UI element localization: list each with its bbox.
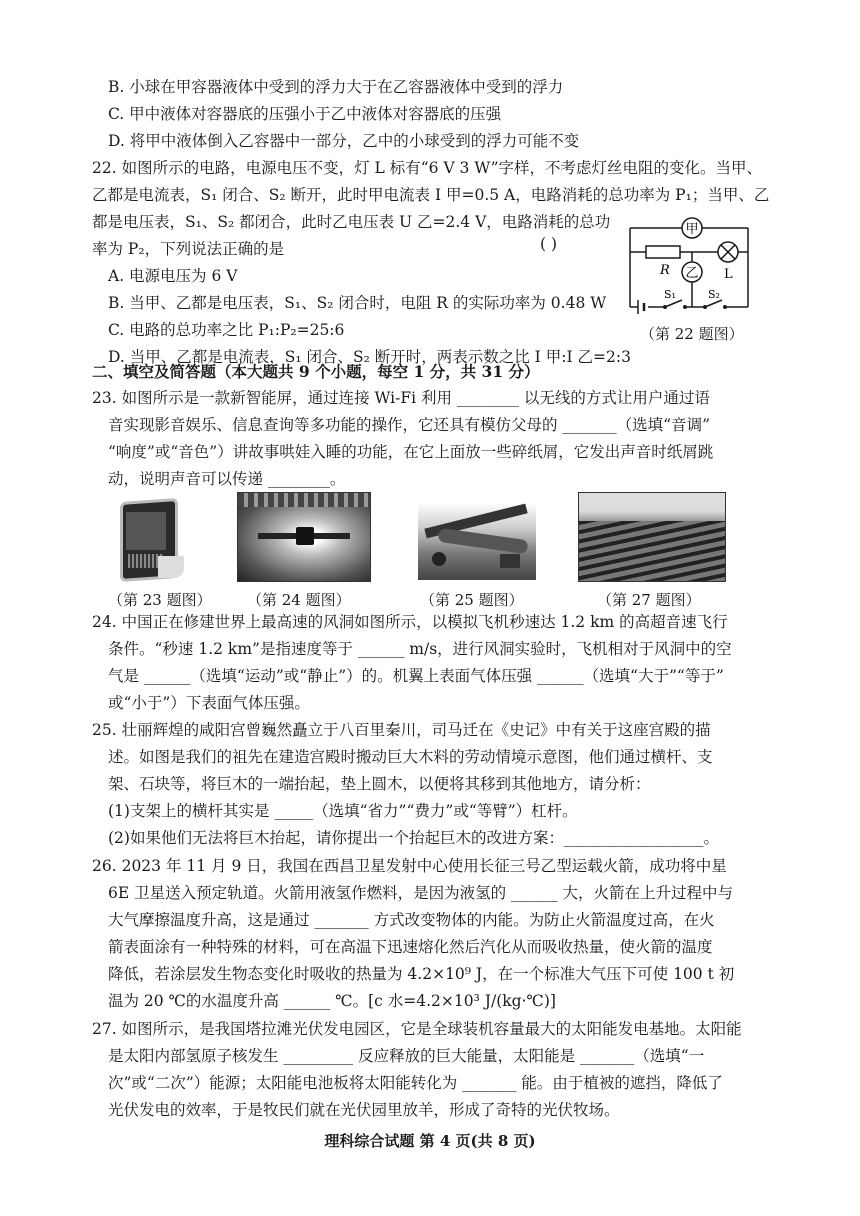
q25-line: 25. 壮丽辉煌的咸阳宫曾巍然矗立于八百里秦川，司马迁在《史记》中有关于这座宫殿的描 (92, 721, 711, 739)
q25-line: 架、石块等，将巨木的一端抬起，垫上圆木，以便将其移到其他地方，请分析： (108, 775, 651, 793)
q24-line: 气是 ______（选填“运动”或“静止”）的。机翼上表面气体压强 ______（选填“大于”“等于” (108, 667, 724, 685)
q22-option-b: B. 当甲、乙都是电压表，S₁、S₂ 闭合时，电阻 R 的实际功率为 0.48 W (108, 294, 607, 312)
q21-option-d: D. 将甲中液体倒入乙容器中一部分，乙中的小球受到的浮力可能不变 (108, 132, 580, 150)
q21-option-c: C. 甲中液体对容器底的压强小于乙中液体对容器底的压强 (108, 105, 502, 123)
timber-moving-illustration (418, 494, 536, 580)
q22-option-d: D. 当甲、乙都是电流表，S₁ 闭合、S₂ 断开时，两表示数之比 I 甲:I 乙=2:3 (108, 348, 631, 366)
q27-line: 27. 如图所示，是我国塔拉滩光伏发电园区，它是全球装机容量最大的太阳能发电基地。太阳能 (92, 1020, 742, 1038)
q22-option-a: A. 电源电压为 6 V (108, 267, 238, 285)
q22-stem-line: 乙都是电流表，S₁ 闭合、S₂ 断开，此时甲电流表 I 甲=0.5 A，电路消耗的总功率为 P₁；当甲、乙 (92, 186, 770, 204)
q27-line: 是太阳内部氢原子核发生 _________ 反应释放的巨大能量，太阳能是 _______（选填“一 (108, 1047, 705, 1065)
switch-s1-label: S₁ (664, 288, 676, 301)
page-footer: 理科综合试题 第 4 页(共 8 页) (324, 1132, 536, 1150)
q27-figure-caption: （第 27 题图） (597, 591, 701, 609)
q26-line: 降低，若涂层发生物态变化时吸收的热量为 4.2×10⁹ J，在一个标准大气压下可使 100 t 初 (108, 965, 735, 983)
q23-figure-caption: （第 23 题图） (108, 591, 212, 609)
smart-screen-image (118, 496, 188, 580)
q24-line: 条件。“秒速 1.2 km”是指速度等于 ______ m/s，进行风洞实验时，飞机相对于风洞中的空 (108, 640, 732, 658)
q23-line: 动，说明声音可以传递 ________。 (108, 470, 346, 488)
q22-stem-line: 22. 如图所示的电路，电源电压不变，灯 L 标有“6 V 3 W”字样，不考虑灯丝电阻的变化。当甲、 (92, 159, 762, 177)
q22-stem-line: 都是电压表，S₁、S₂ 都闭合，此时乙电压表 U 乙=2.4 V，电路消耗的总功 (92, 213, 611, 231)
q23-line: 音实现影音娱乐、信息查询等多功能的操作，它还具有模仿父母的 _______（选填“音调” (108, 416, 711, 434)
q22-circuit-diagram (620, 212, 760, 322)
q26-line: 温为 20 ℃的水温度升高 ______ ℃。[c 水=4.2×10³ J/(kg·℃)] (108, 992, 556, 1010)
q25-line: 述。如图是我们的祖先在建造宫殿时搬动巨大木料的劳动情境示意图，他们通过横杆、支 (108, 748, 713, 766)
switch-s2-label: S₂ (708, 288, 720, 301)
q25-subquestion-1: (1)支架上的横杆其实是 _____（选填“省力”“费力”或“等臂”）杠杆。 (108, 802, 578, 820)
q26-line: 大气摩擦温度升高，这是通过 _______ 方式改变物体的内能。为防止火箭温度过高，在火 (108, 911, 715, 929)
q26-line: 26. 2023 年 11 月 9 日，我国在西昌卫星发射中心使用长征三号乙型运载火箭，成功将中星 (92, 857, 727, 875)
q26-line: 6E 卫星送入预定轨道。火箭用液氢作燃料，是因为液氢的 ______ 大，火箭在上升过程中与 (108, 884, 733, 902)
q22-stem-line: 率为 P₂，下列说法正确的是 (92, 240, 285, 258)
q23-line: “响度”或“音色”）讲故事哄娃入睡的功能，在它上面放一些碎纸屑，它发出声音时纸屑跳 (108, 443, 714, 461)
meter-jia-label: 甲 (685, 222, 699, 237)
wind-tunnel-image (237, 492, 371, 582)
lamp-label: L (724, 267, 733, 282)
q23-line: 23. 如图所示是一款新智能屏，通过连接 Wi-Fi 利用 ________ 以无线的方式让用户通过语 (92, 389, 710, 407)
q22-figure-caption: （第 22 题图） (640, 325, 744, 343)
q24-line: 24. 中国正在修建世界上最高速的风洞如图所示，以模拟飞机秒速达 1.2 km 的高超音速飞行 (92, 613, 728, 631)
q22-answer-bracket: ( ) (540, 235, 558, 253)
q27-line: 光伏发电的效率，于是牧民们就在光伏园里放羊，形成了奇特的光伏牧场。 (108, 1101, 620, 1119)
q26-line: 箭表面涂有一种特殊的材料，可在高温下迅速熔化然后汽化从而吸收热量，使火箭的温度 (108, 938, 713, 956)
solar-park-image (578, 492, 726, 582)
section-2-title: 二、填空及简答题（本大题共 9 个小题，每空 1 分，共 31 分） (92, 362, 540, 381)
resistor-label: R (660, 263, 670, 278)
q22-option-c: C. 电路的总功率之比 P₁:P₂=25:6 (108, 321, 345, 339)
meter-yi-label: 乙 (685, 266, 699, 281)
q25-subquestion-2: (2)如果他们无法将巨木抬起，请你提出一个抬起巨木的改进方案：__________________。 (108, 829, 719, 847)
q21-option-b: B. 小球在甲容器液体中受到的浮力大于在乙容器液体中受到的浮力 (108, 78, 564, 96)
q24-figure-caption: （第 24 题图） (247, 591, 351, 609)
q27-line: 次”或“二次”）能源；太阳能电池板将太阳能转化为 _______ 能。由于植被的遮挡，降低了 (108, 1074, 723, 1092)
q25-figure-caption: （第 25 题图） (420, 591, 524, 609)
q24-line: 或“小于”）下表面气体压强。 (108, 694, 310, 712)
